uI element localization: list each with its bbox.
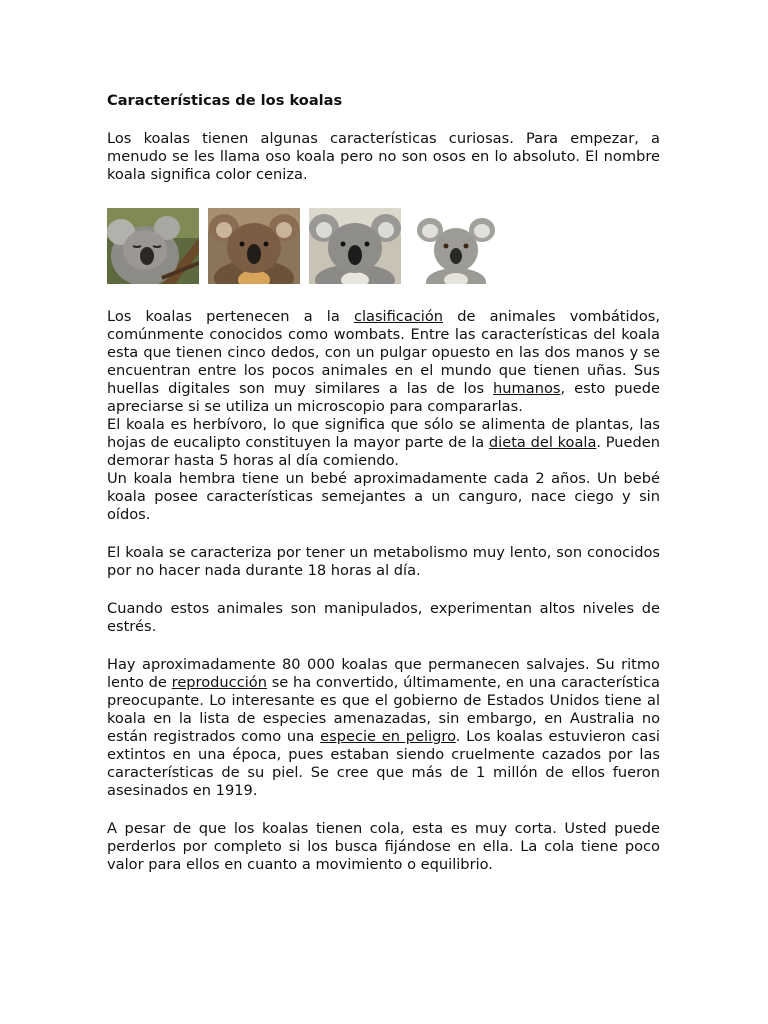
paragraph-metabolism: El koala se caracteriza por tener un metabolismo muy lento, son conocidos por no hacer nada durante 18 horas al día. [107, 544, 660, 579]
paragraph-population [107, 656, 660, 800]
paragraph-diet [107, 416, 660, 470]
paragraph-tail: A pesar de que los koalas tienen cola, esta es muy corta. Usted puede perderlos por completo si los busca fijándose en ella. La cola tiene poco valor para ellos en cuanto a movimiento o equilibrio. [107, 820, 660, 873]
paragraph-diet-text-2: . Pueden demorar hasta 5 horas al día comiendo. [107, 434, 661, 469]
paragraph-diet-text-1: El koala es herbívoro, lo que significa que sólo se alimenta de plantas, las hojas de eucalipto constituyen la mayor parte de la [107, 416, 660, 451]
paragraph-classification-text-3: , esto puede apreciarse si se utiliza un microscopio para compararlas. [107, 380, 660, 415]
link-especie-en-peligro[interactable]: especie en peligro [320, 728, 456, 745]
koala-photo-brown [208, 208, 300, 284]
document-body [107, 92, 660, 874]
koala-photo-gray [309, 208, 401, 284]
koala-photo-resting [107, 208, 199, 284]
link-clasificacion[interactable]: clasificación [353, 308, 444, 325]
koala-photo-strip [107, 208, 660, 284]
paragraph-stress: Cuando estos animales son manipulados, experimentan altos niveles de estrés. [107, 600, 660, 635]
paragraph-population-text-3: . Los koalas estuvieron casi extintos en una época, pues estaban siendo cruelmente cazados por las características de su piel. Se cree que más de 1 millón de ellos fueron asesinados en 1919. [107, 728, 660, 799]
link-dieta-del-koala[interactable]: dieta del koala [488, 434, 597, 451]
paragraph-classification [107, 308, 660, 416]
paragraph-classification-text-2: de animales vombátidos, comúnmente conocidos como wombats. Entre las características del koala esta que tienen cinco dedos, con un pulgar opuesto en las dos manos y se encuentran entre los pocos animales en el mundo que tienen uñas. Sus huellas digitales son muy similares a las de los [107, 308, 660, 397]
page-title: Características de los koalas [107, 92, 343, 109]
paragraph-population-text-2: se ha convertido, últimamente, en una característica preocupante. Lo interesante es que el gobierno de Estados Unidos tiene al koala en la lista de especies amenazadas, sin embargo, en Australia no están registrados como una [107, 674, 660, 745]
paragraph-population-text-1: Hay aproximadamente 80 000 koalas que permanecen salvajes. Su ritmo lento de [107, 656, 660, 691]
paragraph-baby: Un koala hembra tiene un bebé aproximadamente cada 2 años. Un bebé koala posee características semejantes a un canguro, nace ciego y sin oídos. [107, 470, 660, 523]
paragraph-intro: Los koalas tienen algunas características curiosas. Para empezar, a menudo se les llama oso koala pero no son osos en lo absoluto. El nombre koala significa color ceniza. [107, 130, 660, 183]
link-humanos[interactable]: humanos [493, 380, 561, 397]
paragraph-classification-text-1: Los koalas pertenecen a la [107, 308, 354, 325]
link-reproduccion[interactable]: reproducción [171, 674, 267, 691]
koala-photo-white-background [410, 208, 502, 284]
